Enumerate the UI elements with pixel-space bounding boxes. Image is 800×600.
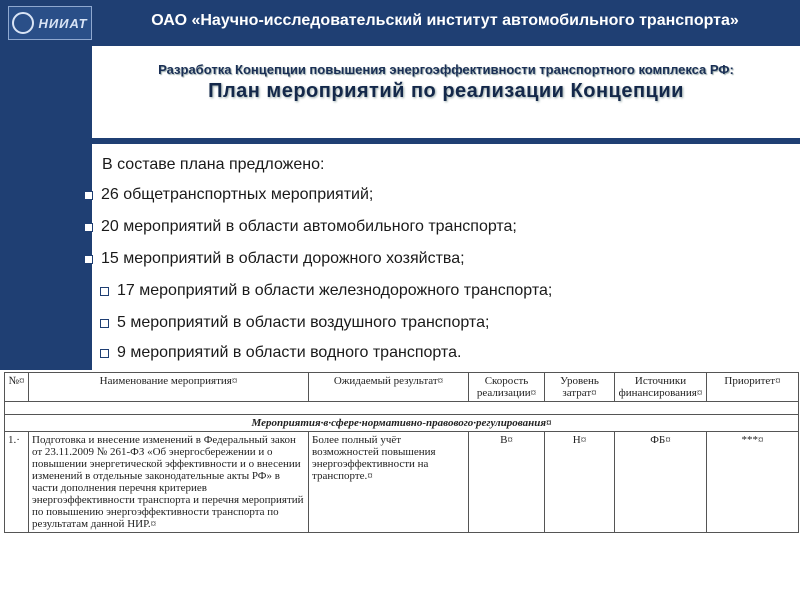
checkbox-bullet-icon — [100, 287, 109, 296]
left-bar — [0, 46, 92, 370]
row-name: Подготовка и внесение изменений в Федеральный закон от 23.11.2009 № 261-ФЗ «Об энергосбережении и о повышении энергетической эффективности и о внесении изменений в отдельные законодательные акты РФ» в части дополнения перечня критериев энергоэффективности транспорта и перечня мероприятий по повышению энергоэффективности транспорта по результатам данной НИР.¤ — [29, 432, 309, 533]
bullet-item — [84, 250, 465, 268]
checkbox-bullet-icon — [100, 319, 109, 328]
section-row — [5, 415, 799, 432]
checkbox-bullet-icon — [84, 191, 93, 200]
table-row — [5, 432, 799, 533]
bullet-item — [100, 314, 489, 332]
checkbox-bullet-icon — [100, 349, 109, 358]
bullet-text: 17 мероприятий в области железнодорожного транспорта; — [117, 282, 553, 299]
column-header: Ожидаемый результат¤ — [309, 373, 469, 402]
row-cost: Н¤ — [545, 432, 615, 533]
row-speed: В¤ — [469, 432, 545, 533]
section-title: Мероприятия·в·сфере·нормативно-правового·регулирования¤ — [5, 415, 799, 432]
checkbox-bullet-icon — [84, 223, 93, 232]
slide-subtitle: Разработка Концепции повышения энергоэффективности транспортного комплекса РФ: — [158, 62, 734, 77]
bullet-text: 26 общетранспортных мероприятий; — [101, 186, 374, 203]
spacer-row — [5, 402, 799, 415]
intro-text: В составе плана предложено: — [102, 156, 325, 173]
bullet-item — [100, 344, 461, 362]
row-number: 1.· — [5, 432, 29, 533]
bullet-item — [100, 282, 552, 300]
column-header: Уровень затрат¤ — [545, 373, 615, 402]
column-header: Наименование мероприятия¤ — [29, 373, 309, 402]
row-source: ФБ¤ — [615, 432, 707, 533]
bullet-text: 9 мероприятий в области водного транспорта. — [117, 344, 462, 361]
row-result: Более полный учёт возможностей повышения энергоэффективности на транспорте.¤ — [309, 432, 469, 533]
bullet-text: 5 мероприятий в области воздушного транспорта; — [117, 314, 490, 331]
column-header: №¤ — [5, 373, 29, 402]
slide-title: План мероприятий по реализации Концепции — [208, 80, 684, 102]
logo-text: НИИАТ — [38, 15, 88, 31]
company-logo — [8, 6, 92, 40]
bullet-text: 15 мероприятий в области дорожного хозяйства; — [101, 250, 465, 267]
organization-title: ОАО «Научно-исследовательский институт автомобильного транспорта» — [151, 12, 739, 29]
bullet-item — [84, 218, 517, 236]
checkbox-bullet-icon — [84, 255, 93, 264]
bullet-text: 20 мероприятий в области автомобильного транспорта; — [101, 218, 517, 235]
column-header: Приоритет¤ — [707, 373, 799, 402]
column-header: Источники финансирования¤ — [615, 373, 707, 402]
bullet-item — [84, 186, 373, 204]
column-header: Скорость реализации¤ — [469, 373, 545, 402]
plan-table — [4, 372, 799, 533]
table-header-row — [5, 373, 799, 402]
row-priority: ***¤ — [707, 432, 799, 533]
logo-ring-icon — [12, 12, 34, 34]
